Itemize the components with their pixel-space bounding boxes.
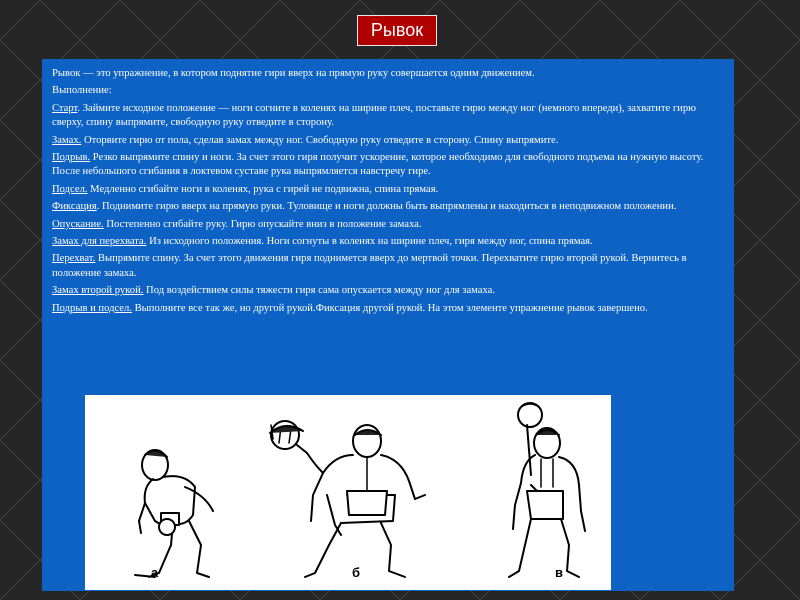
figure-c-fixation [509,403,585,577]
step-start [52,102,724,131]
step-term: Замах. [52,134,82,146]
step-term: Замах для перехвата. [52,236,147,248]
figure-b-pull [270,421,425,577]
step-text: Резко выпрямите спину и ноги. За счет этого гиря получит ускорение, которое необходимо для свободного подъема на нужную высоту. После небольшого сгибания в локтевом суставе рука выпрямляется навстречу гире. [52,152,704,178]
step-text: Из исходного положения. Ноги согнуты в коленях на ширине плеч, гиря между ног, спина прямая. [146,236,593,248]
figure-label-a: а [151,565,159,580]
step-text: Постепенно сгибайте руку. Гирю опускайте вниз в положение замаха. [103,218,422,230]
step-text: Выпрямите спину. За счет этого движения гиря поднимется вверх до мертвой точки. Перехватите гирю второй рукой. Вернитесь в положение замаха. [52,253,687,279]
step-term: Фиксация [52,201,97,213]
figure-a-swing [135,450,213,577]
step-pull-and-squat [52,302,724,316]
step-swing [52,134,724,148]
step-text: Медленно сгибайте ноги в коленях, рука с гирей не подвижна, спина прямая. [87,183,439,195]
intro-text: Рывок — это упражнение, в котором поднятие гири вверх на прямую руку совершается одним движением. [52,68,535,79]
step-text: Выполните все так же, но другой рукой.Фиксация другой рукой. На этом элементе упражнение рывок завершено. [131,302,648,314]
step-lowering [52,218,724,232]
step-squat [52,183,724,197]
step-swing-for-switch [52,235,724,249]
step-term: Подсел. [52,183,88,195]
execution-heading: Выполнение: [52,85,112,97]
slide-title: Рывок [357,15,437,46]
step-fixation [52,200,724,214]
figure-label-b: б [352,565,361,580]
step-term: Перехват. [52,253,96,265]
step-term: Подрыв и подсел. [52,302,132,314]
step-second-hand-swing [52,284,724,298]
step-term: Старт [52,102,78,114]
step-text: Под воздействием силы тяжести гиря сама опускается между ног для замаха. [143,285,495,297]
step-switch [52,252,724,281]
exercise-figures-svg [85,395,611,590]
step-pull [52,151,724,180]
figure-label-v: в [555,565,563,580]
step-term: Опускание. [52,218,104,230]
step-term: Подрыв. [52,152,91,164]
step-text: . Поднимите гирю вверх на прямую руки. Туловище и ноги должны быть выпрямлены и находиться в неподвижном положении. [96,201,677,213]
exercise-illustration [85,395,611,590]
step-term: Замах второй рукой. [52,285,144,297]
step-text: Оторвите гирю от пола, сделав замах между ног. Свободную руку отведите в сторону. Спину выпрямите. [81,134,559,146]
step-text: . Займите исходное положение — ноги согните в коленях на ширине плеч, поставьте гирю между ног (немного впереди), захватите гирю сверху, спину выпрямите, свободную руку отведите в сторону. [52,102,697,129]
